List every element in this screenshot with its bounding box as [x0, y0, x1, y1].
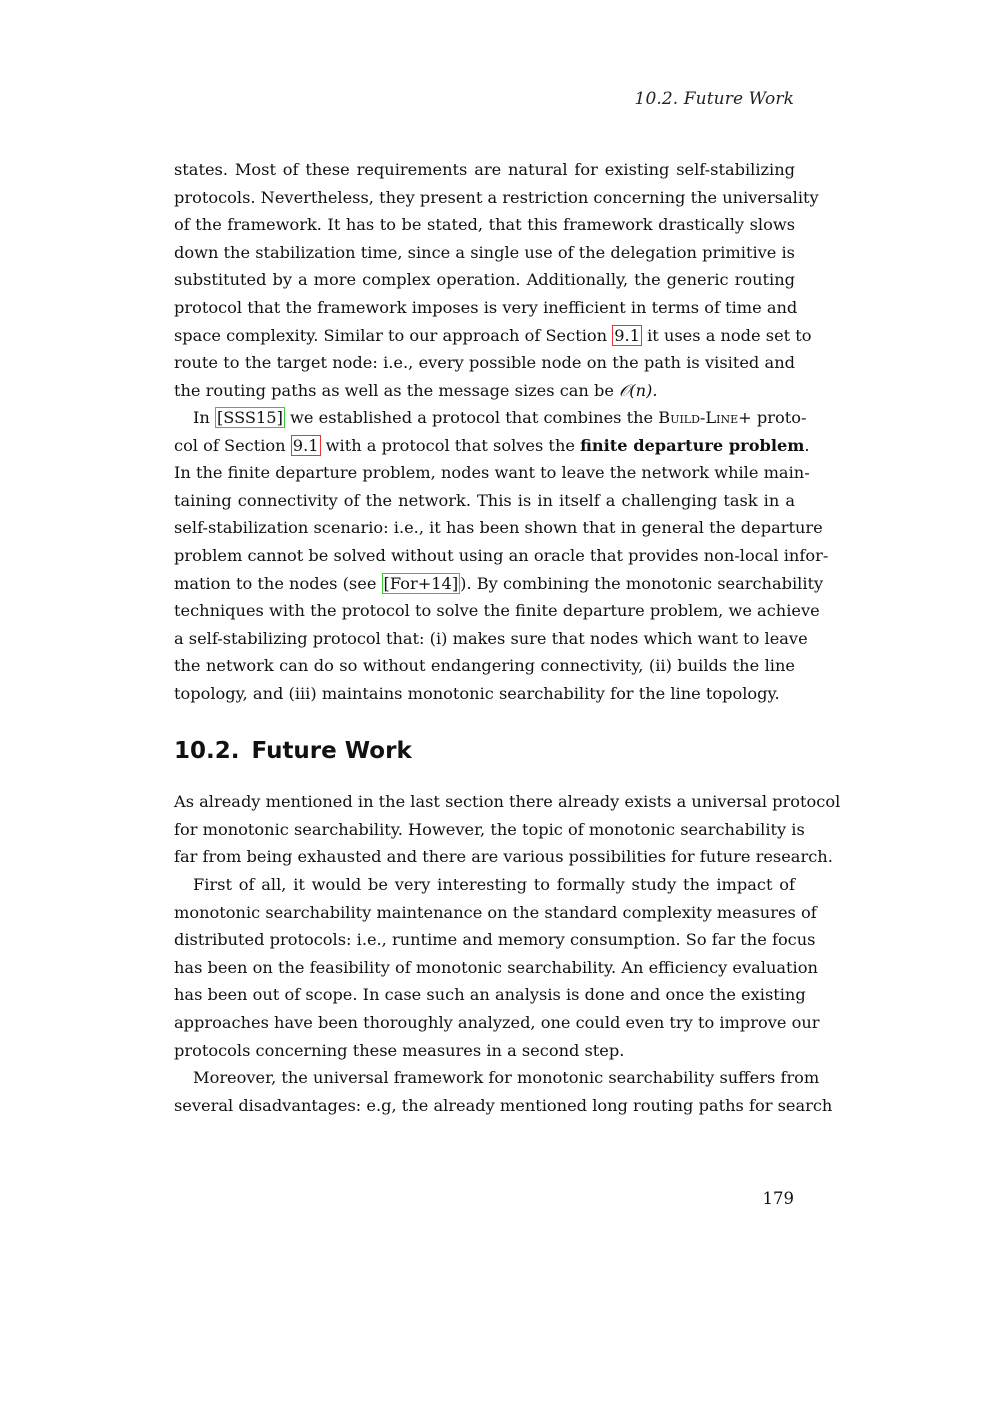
text-span: with a protocol that solves the: [320, 435, 581, 455]
text-line: In the finite departure problem, nodes want to leave the network while main-: [174, 463, 810, 483]
text-span: ). By combining the monotonic searchability: [460, 573, 824, 593]
page-number: 179: [762, 1189, 794, 1208]
text-line: protocol that the framework imposes is very inefficient in terms of time and: [174, 297, 798, 317]
text-line: approaches have been thoroughly analyzed, one could even try to improve our: [174, 1012, 820, 1032]
text-line: taining connectivity of the network. This is in itself a challenging task in a: [174, 490, 795, 510]
protocol-name: Build-Line+: [658, 408, 752, 427]
text-line: a self-stabilizing protocol that: (i) makes sure that nodes which want to leave: [174, 628, 808, 648]
text-line: [174, 377, 795, 405]
citation-link[interactable]: [SSS15]: [216, 408, 283, 427]
bold-term: finite departure problem: [580, 435, 805, 455]
text-span: the routing paths as well as the message sizes can be: [174, 380, 620, 400]
text-line: protocols concerning these measures in a second step.: [174, 1040, 625, 1060]
text-span: we established a protocol that combines the: [284, 408, 659, 427]
text-span: mation to the nodes (see: [174, 573, 382, 593]
section-ref-link[interactable]: 9.1: [614, 325, 640, 345]
section-number: 10.2.: [174, 738, 240, 764]
text-line: has been out of scope. In case such an analysis is done and once the existing: [174, 985, 806, 1005]
text-span: proto-: [751, 408, 807, 427]
text-line: route to the target node: i.e., every possible node on the path is visited and: [174, 353, 795, 373]
text-line: topology, and (iii) maintains monotonic searchability for the line topology.: [174, 683, 780, 703]
text-span: .: [804, 435, 810, 455]
text-line: monotonic searchability maintenance on the standard complexity measures of: [174, 902, 817, 922]
text-span: col of Section: [174, 435, 291, 455]
text-line: the network can do so without endangering connectivity, (ii) builds the line: [174, 656, 795, 676]
text-line: several disadvantages: e.g, the already mentioned long routing paths for search: [174, 1095, 833, 1115]
paragraph-2: [174, 404, 829, 708]
text-span: space complexity. Similar to our approach of Section: [174, 325, 613, 345]
text-span: it uses a node set to: [641, 325, 812, 345]
text-line: [174, 570, 824, 598]
paragraph-3: [174, 788, 841, 871]
text-line: First of all, it would be very interesting to formally study the impact of: [193, 875, 795, 894]
text-line: states. Most of these requirements are natural for existing self-stabilizing: [174, 160, 795, 179]
text-line: problem cannot be solved without using an oracle that provides non-local infor-: [174, 545, 829, 565]
text-line: of the framework. It has to be stated, that this framework drastically slows: [174, 215, 795, 235]
text-line: Moreover, the universal framework for monotonic searchability suffers from: [193, 1068, 820, 1087]
text-line: far from being exhausted and there are various possibilities for future research.: [174, 847, 833, 867]
text-line: for monotonic searchability. However, the topic of monotonic searchability is: [174, 819, 805, 839]
paragraph-5: [174, 1064, 833, 1119]
text-line: techniques with the protocol to solve the finite departure problem, we achieve: [174, 601, 820, 621]
text-line: [174, 404, 807, 432]
text-line: down the stabilization time, since a single use of the delegation primitive is: [174, 242, 795, 262]
text-line: self-stabilization scenario: i.e., it has been shown that in general the departure: [174, 518, 823, 538]
text-line: As already mentioned in the last section there already exists a universal protocol: [174, 792, 841, 811]
text-line: substituted by a more complex operation. Additionally, the generic routing: [174, 270, 795, 290]
citation-link[interactable]: [For+14]: [383, 573, 459, 593]
text-line: distributed protocols: i.e., runtime and memory consumption. So far the focus: [174, 930, 816, 950]
section-heading: [174, 738, 412, 764]
running-header: 10.2. Future Work: [634, 89, 794, 109]
section-ref-link[interactable]: 9.1: [292, 435, 319, 455]
paragraph-1: [174, 156, 819, 404]
paragraph-4: [174, 871, 820, 1064]
text-span: In: [193, 408, 215, 427]
text-line: [174, 432, 810, 460]
text-line: protocols. Nevertheless, they present a restriction concerning the universality: [174, 187, 819, 207]
text-line: [174, 322, 812, 350]
text-line: has been on the feasibility of monotonic searchability. An efficiency evaluation: [174, 957, 818, 977]
math-big-o: 𝒪(n).: [619, 380, 658, 400]
section-title: Future Work: [251, 738, 412, 764]
